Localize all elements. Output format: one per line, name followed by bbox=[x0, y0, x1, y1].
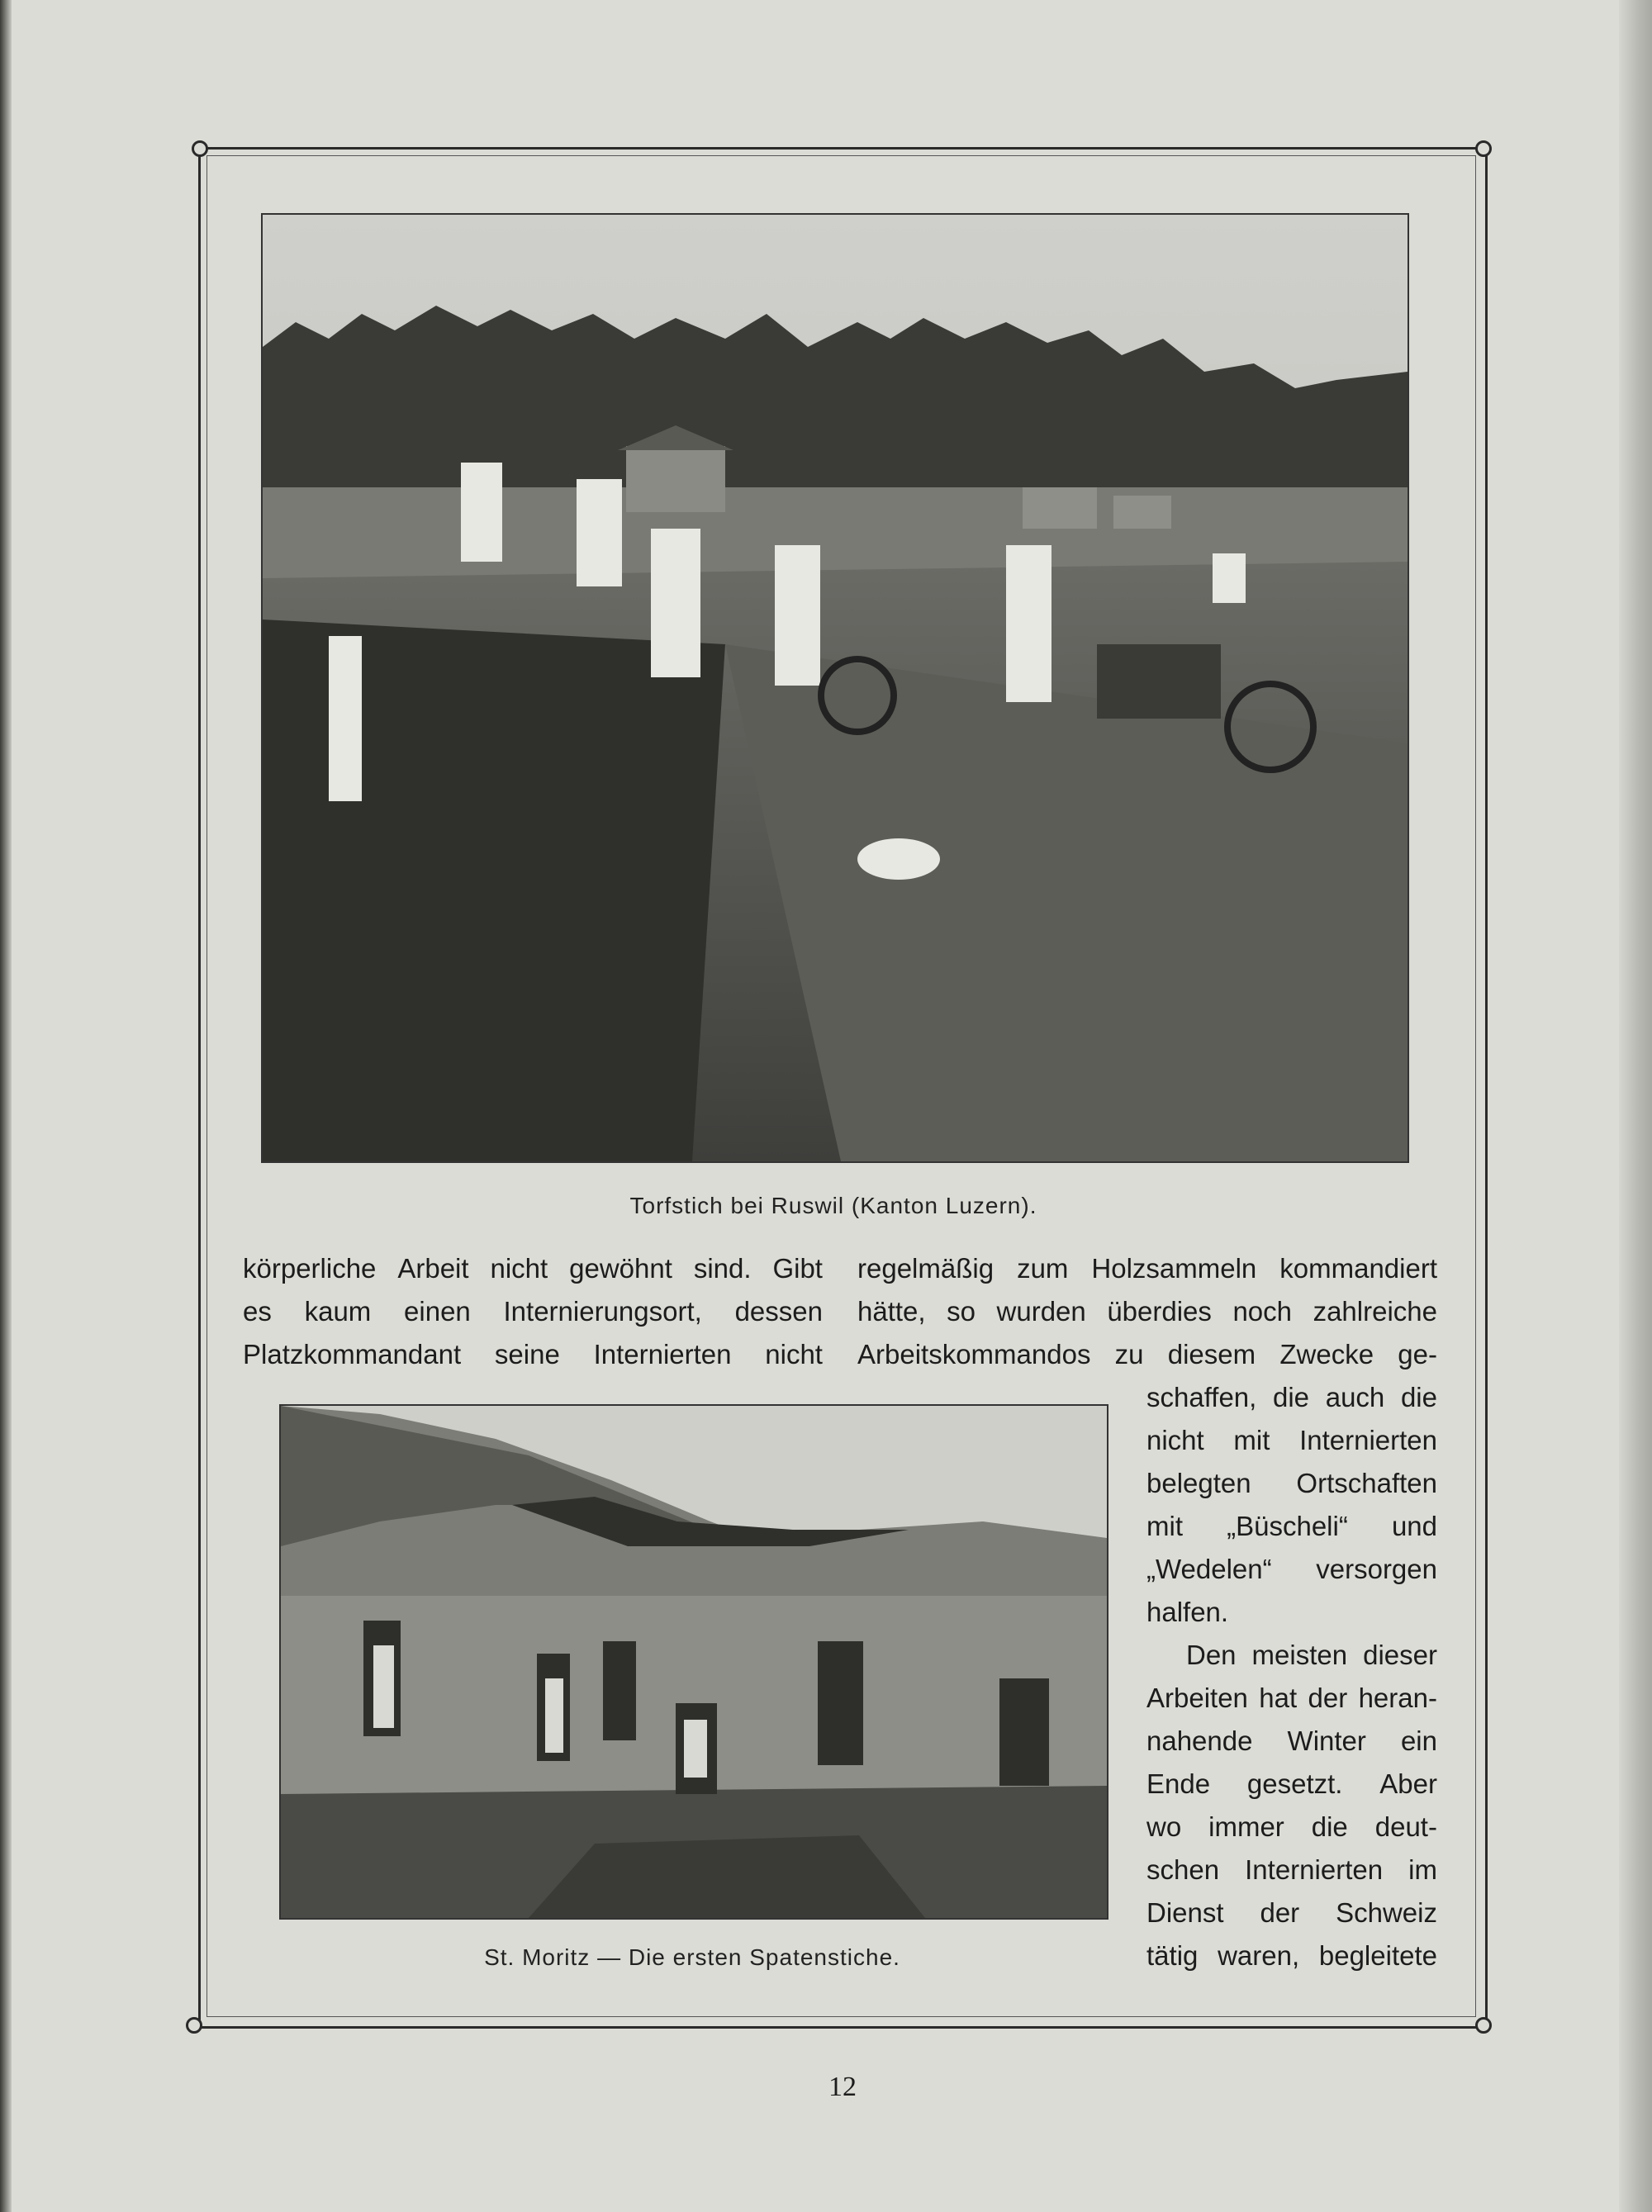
text-word: zahlreiche bbox=[1313, 1296, 1437, 1327]
text-word: dessen bbox=[734, 1296, 823, 1327]
text-word: Internierten bbox=[1299, 1425, 1437, 1455]
digging-workers-photo bbox=[279, 1404, 1108, 1920]
page-edge-left bbox=[0, 0, 12, 2212]
text-word: die bbox=[1311, 1811, 1348, 1842]
text-word: seine bbox=[494, 1339, 560, 1369]
frame-corner-ornament bbox=[192, 140, 208, 157]
text-line bbox=[1146, 1849, 1437, 1892]
text-word: und bbox=[1391, 1511, 1437, 1541]
null bbox=[243, 1247, 823, 1290]
text-line bbox=[1146, 1892, 1437, 1934]
text-line bbox=[1146, 1806, 1437, 1849]
frame-corner-ornament bbox=[1475, 140, 1492, 157]
text-word: sind. bbox=[693, 1253, 752, 1284]
text-word: die bbox=[1400, 1382, 1437, 1412]
text-word: zum bbox=[1017, 1253, 1069, 1284]
text-word: nicht bbox=[1146, 1425, 1204, 1455]
text-word: heran- bbox=[1358, 1683, 1437, 1713]
peat-cutting-photo-image bbox=[263, 215, 1408, 1161]
text-word: mit bbox=[1146, 1511, 1183, 1541]
right-column-text-narrow bbox=[1146, 1376, 1437, 1977]
text-word: gewöhnt bbox=[569, 1253, 672, 1284]
text-word: im bbox=[1408, 1854, 1437, 1885]
text-line bbox=[857, 1247, 1437, 1290]
text-word: Platzkommandant bbox=[243, 1339, 462, 1369]
text-word: zu bbox=[1114, 1339, 1144, 1369]
text-word: Arbeitskommandos bbox=[857, 1339, 1091, 1369]
frame-corner-ornament bbox=[186, 2017, 202, 2034]
top-photo-caption: Torfstich bei Ruswil (Kanton Luzern). bbox=[629, 1193, 1037, 1218]
text-word: belegten bbox=[1146, 1468, 1251, 1498]
text-line bbox=[857, 1290, 1437, 1333]
text-word: nicht bbox=[765, 1339, 823, 1369]
text-word: hat bbox=[1259, 1683, 1298, 1713]
text-line bbox=[1146, 1376, 1437, 1419]
text-word: überdies bbox=[1107, 1296, 1212, 1327]
page-number: 12 bbox=[828, 2072, 857, 2102]
left-column-text bbox=[243, 1247, 823, 1376]
null bbox=[243, 1333, 823, 1376]
text-word: es bbox=[243, 1296, 272, 1327]
text-word: Internierungsort, bbox=[503, 1296, 702, 1327]
text-line: Den meisten dieser bbox=[1186, 1640, 1437, 1670]
text-word: der bbox=[1308, 1683, 1348, 1713]
text-word: „Büscheli“ bbox=[1227, 1511, 1348, 1541]
text-word: einen bbox=[404, 1296, 471, 1327]
text-line bbox=[1146, 1419, 1437, 1462]
text-word: Winter bbox=[1287, 1725, 1366, 1756]
right-column-text-top bbox=[857, 1247, 1437, 1376]
text-line bbox=[1146, 1505, 1437, 1548]
text-word: schaffen, bbox=[1146, 1382, 1257, 1412]
text-word: Ende bbox=[1146, 1768, 1211, 1799]
text-word: versorgen bbox=[1316, 1554, 1437, 1584]
page-edge-right bbox=[1619, 0, 1652, 2212]
text-word: „Wedelen“ bbox=[1146, 1554, 1272, 1584]
text-word: kommandiert bbox=[1279, 1253, 1437, 1284]
text-word: Zwecke bbox=[1279, 1339, 1374, 1369]
frame-corner-ornament bbox=[1475, 2017, 1492, 2034]
text-word: kaum bbox=[304, 1296, 372, 1327]
text-word: Arbeit bbox=[397, 1253, 469, 1284]
text-word: waren, bbox=[1218, 1940, 1300, 1971]
text-word: Internierten bbox=[593, 1339, 732, 1369]
text-word: begleitete bbox=[1318, 1940, 1437, 1971]
text-line: halfen. bbox=[1146, 1597, 1229, 1627]
text-word: deut- bbox=[1374, 1811, 1437, 1842]
peat-cutting-photo bbox=[261, 213, 1409, 1163]
text-word: Arbeiten bbox=[1146, 1683, 1248, 1713]
text-word: ein bbox=[1400, 1725, 1437, 1756]
text-word: auch bbox=[1325, 1382, 1385, 1412]
text-word: Holzsammeln bbox=[1091, 1253, 1257, 1284]
text-line bbox=[1146, 1462, 1437, 1505]
text-line bbox=[857, 1333, 1437, 1376]
text-word: gesetzt. bbox=[1246, 1768, 1343, 1799]
text-line bbox=[1146, 1934, 1437, 1977]
text-word: Schweiz bbox=[1336, 1897, 1437, 1928]
text-word: diesem bbox=[1167, 1339, 1256, 1369]
text-line bbox=[1146, 1763, 1437, 1806]
text-line bbox=[1146, 1677, 1437, 1720]
text-word: wurden bbox=[996, 1296, 1086, 1327]
text-word: hätte, bbox=[857, 1296, 926, 1327]
text-line bbox=[1146, 1548, 1437, 1591]
bottom-photo-caption: St. Moritz — Die ersten Spatenstiche. bbox=[484, 1944, 900, 1970]
text-word: Ortschaften bbox=[1296, 1468, 1437, 1498]
text-word: nicht bbox=[490, 1253, 548, 1284]
text-word: körperliche bbox=[243, 1253, 377, 1284]
text-line bbox=[1146, 1720, 1437, 1763]
text-word: Internierten bbox=[1245, 1854, 1384, 1885]
text-word: die bbox=[1273, 1382, 1310, 1412]
text-word: Aber bbox=[1379, 1768, 1437, 1799]
text-word: Gibt bbox=[772, 1253, 823, 1284]
text-word: immer bbox=[1208, 1811, 1284, 1842]
text-word: wo bbox=[1146, 1811, 1182, 1842]
text-word: noch bbox=[1232, 1296, 1293, 1327]
text-word: schen bbox=[1146, 1854, 1220, 1885]
text-word: so bbox=[947, 1296, 976, 1327]
digging-workers-photo-image bbox=[281, 1406, 1107, 1918]
text-word: mit bbox=[1233, 1425, 1270, 1455]
text-word: ge- bbox=[1398, 1339, 1437, 1369]
text-word: Dienst bbox=[1146, 1897, 1224, 1928]
text-word: tätig bbox=[1146, 1940, 1199, 1971]
text-word: nahende bbox=[1146, 1725, 1253, 1756]
text-word: regelmäßig bbox=[857, 1253, 995, 1284]
null bbox=[243, 1290, 823, 1333]
text-word: der bbox=[1260, 1897, 1300, 1928]
